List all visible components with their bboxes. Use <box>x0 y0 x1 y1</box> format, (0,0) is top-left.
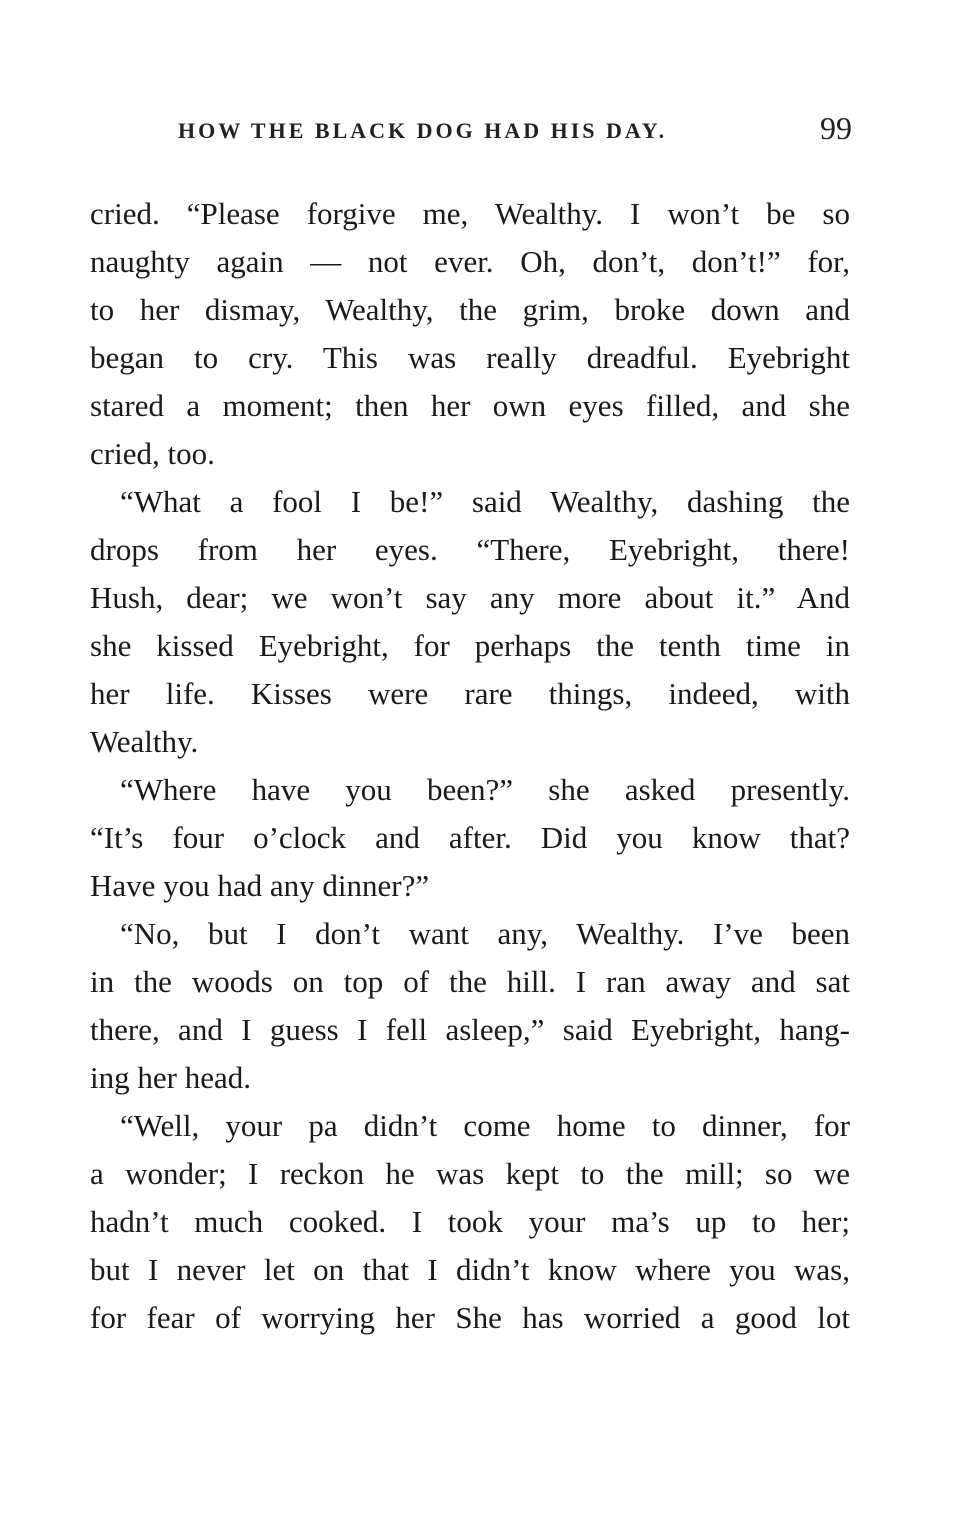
running-title: HOW THE BLACK DOG HAD HIS DAY. <box>178 118 668 143</box>
text-line: “No, but I don’t want any, Wealthy. I’ve been <box>120 916 850 951</box>
page-header <box>90 108 852 148</box>
text-line: ing her head. <box>90 1060 251 1095</box>
text-line: but I never let on that I didn’t know where you was, <box>90 1252 850 1287</box>
text-line: there, and I guess I fell asleep,” said Eyebright, hang- <box>90 1012 850 1047</box>
text-line: her life. Kisses were rare things, indeed, with <box>90 676 850 711</box>
text-line: cried, too. <box>90 436 215 471</box>
text-line: to her dismay, Wealthy, the grim, broke down and <box>90 292 850 327</box>
text-line: naughty again — not ever. Oh, don’t, don’t!” for, <box>90 244 850 279</box>
text-line: cried. “Please forgive me, Wealthy. I won’t be so <box>90 196 850 231</box>
text-line: “It’s four o’clock and after. Did you know that? <box>90 820 850 855</box>
text-line: “What a fool I be!” said Wealthy, dashing the <box>120 484 850 519</box>
text-line: began to cry. This was really dreadful. Eyebright <box>90 340 850 375</box>
text-line: in the woods on top of the hill. I ran away and sat <box>90 964 850 999</box>
body-text <box>90 190 850 1342</box>
text-line: “Well, your pa didn’t come home to dinner, for <box>120 1108 850 1143</box>
text-line: Wealthy. <box>90 724 199 759</box>
text-line: she kissed Eyebright, for perhaps the tenth time in <box>90 628 850 663</box>
page-number: 99 <box>820 110 852 146</box>
text-line: Hush, dear; we won’t say any more about it.” And <box>90 580 850 615</box>
text-line: for fear of worrying her She has worried a good lot <box>90 1300 850 1335</box>
text-line: Have you had any dinner?” <box>90 868 430 903</box>
text-line: a wonder; I reckon he was kept to the mill; so we <box>90 1156 850 1191</box>
text-line: hadn’t much cooked. I took your ma’s up to her; <box>90 1204 850 1239</box>
text-line: stared a moment; then her own eyes filled, and she <box>90 388 850 423</box>
text-line: “Where have you been?” she asked presently. <box>120 772 850 807</box>
text-line: drops from her eyes. “There, Eyebright, there! <box>90 532 850 567</box>
